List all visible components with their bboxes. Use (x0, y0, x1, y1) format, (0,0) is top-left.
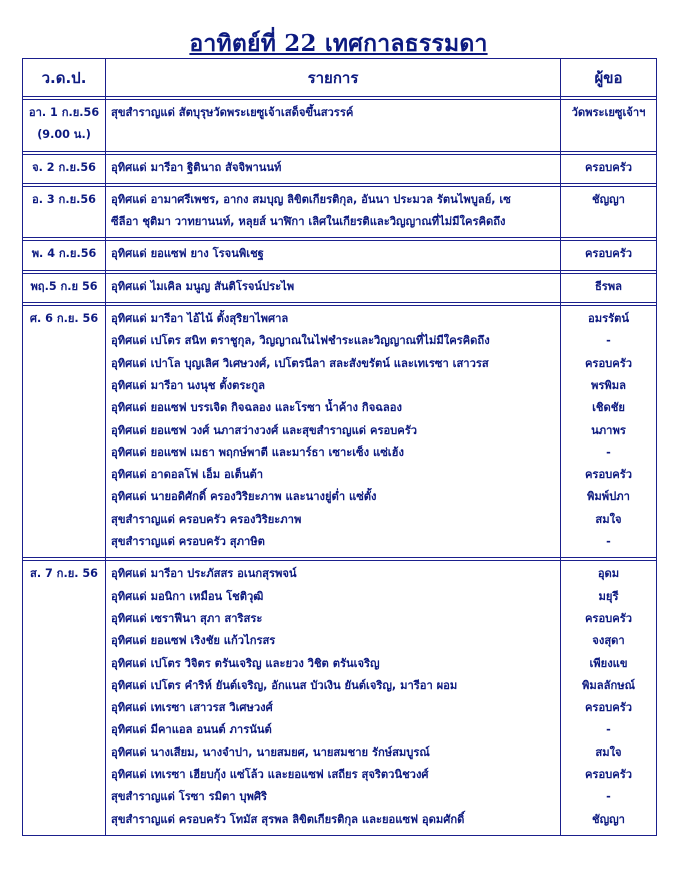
requester-cell (561, 561, 657, 836)
header-date: ว.ด.ป. (23, 59, 106, 97)
requester-text: ชัญญา (592, 812, 625, 826)
date-cell (23, 186, 106, 238)
intention-text: อุทิศแด่ ไมเคิล มนูญ สันติโรจน์ประไพ (111, 279, 295, 293)
items-cell (106, 186, 561, 238)
intention-text: อุทิศแด่ อาดอลโฟ เอ็ม อเต็นต้า (111, 468, 264, 482)
intention-text: อุทิศแด่ เซราฟีนา สุภา สาริสระ (111, 611, 263, 625)
intention-text: อุทิศแด่ มอนิกา เหมือน โชติวุฒิ (111, 589, 264, 603)
intention-text: ซีลีอา ชุติมา วาทยานนท์, หลุยส์ นาฬิกา เลิศในเกียรติและวิญญาณที่ไม่มีใครคิดถึง (111, 215, 506, 229)
requester-text: - (606, 723, 611, 737)
date-cell (23, 241, 106, 270)
date-text: จ. 2 ก.ย.56 (32, 160, 96, 174)
table-row (23, 186, 657, 238)
requester-text: เชิดชัย (592, 401, 625, 415)
intention-text: อุทิศแด่ เทเรซา เฮียบกุ้ง แซ่โล้ว และยอแซฟ เสถียร สุจริตวนิชวงศ์ (111, 768, 429, 782)
requester-text: มยุรี (598, 589, 619, 603)
table-header-row (23, 59, 657, 97)
intention-text: อุทิศแด่ ยอแซฟ เริงชัย แก้วไกรสร (111, 634, 276, 648)
requester-text: ชัญญา (592, 192, 625, 206)
table-row (23, 561, 657, 836)
table-row (23, 100, 657, 152)
requester-text: พรพิมล (591, 378, 626, 392)
requester-text: ครอบครัว (584, 468, 633, 482)
requester-cell (561, 154, 657, 183)
requester-text: - (606, 535, 611, 549)
requester-text: สมใจ (595, 512, 622, 526)
requester-text: เพียงแข (589, 656, 628, 670)
intention-text: สุขสำราญแด่ ครอบครัว สุภาษิต (111, 535, 265, 549)
items-cell (106, 241, 561, 270)
date-cell (23, 306, 106, 558)
intention-text: อุทิศแด่ มารีอา ประภัสสร อเนกสุรพจน์ (111, 567, 297, 581)
table-row (23, 154, 657, 183)
date-cell (23, 154, 106, 183)
intention-text: สุขสำราญแด่ ครอบครัว ครองวิริยะภาพ (111, 512, 302, 526)
requester-text: จงสุดา (592, 634, 625, 648)
intention-text: อุทิศแด่ ยอแซฟ ยาง โรจนพิเชฐ (111, 247, 264, 261)
table-row (23, 241, 657, 270)
requester-cell (561, 306, 657, 558)
header-items: รายการ (106, 59, 561, 97)
requester-text: นภาพร (591, 423, 626, 437)
items-cell (106, 561, 561, 836)
intention-text: อุทิศแด่ เทเรซา เสาวรส วิเศษวงศ์ (111, 701, 273, 715)
intention-text: อุทิศแด่ มีคาแอล อนนต์ ภารนันต์ (111, 723, 272, 737)
requester-text: อุดม (597, 567, 620, 581)
requester-text: พิมพ์ปภา (587, 490, 630, 504)
requester-text: ครอบครัว (584, 160, 633, 174)
items-cell (106, 100, 561, 152)
intention-text: อุทิศแด่ ยอแซฟ บรรเจิด กิจฉลอง และโรซา น้ำค้าง กิจฉลอง (111, 401, 402, 415)
date-cell (23, 100, 106, 152)
table-body (23, 97, 657, 836)
intention-text: อุทิศแด่ อามาศรีเพชร, อากง สมบุญ ลิขิตเกียรติกุล, อันนา ประมวล รัตนไพบูลย์, เซ (111, 192, 511, 206)
requester-text: วัดพระเยซูเจ้าฯ (571, 106, 646, 119)
requester-text: ครอบครัว (584, 247, 633, 261)
intention-text: สุขสำราญแด่ ครอบครัว โทมัส สุรพล ลิขิตเกียรติกุล และยอแซฟ อุดมศักดิ์ (111, 812, 465, 826)
requester-text: ครอบครัว (584, 701, 633, 715)
date-cell (23, 273, 106, 302)
intention-text: สุขสำราญแด่ สัตบุรุษวัดพระเยซูเจ้าเสด็จขึ้นสวรรค์ (111, 106, 354, 119)
intention-text: อุทิศแด่ มารีอา ฐิตินาถ สัจจิพานนท์ (111, 160, 282, 174)
requester-text: ครอบครัว (584, 611, 633, 625)
intention-text: อุทิศแด่ มารีอา ไอ้ไน้ ตั้งสุริยาไพศาล (111, 312, 289, 326)
page-title: อาทิตย์ที่ 22 เทศกาลธรรมดา (189, 30, 488, 57)
requester-cell (561, 100, 657, 152)
intention-text: อุทิศแด่ มารีอา นงนุช ตั้งตระกูล (111, 378, 266, 392)
date-text: ศ. 6 ก.ย. 56 (29, 312, 99, 326)
requester-cell (561, 241, 657, 270)
date-text: พ. 4 ก.ย.56 (31, 247, 97, 261)
requester-text: - (606, 790, 611, 804)
table-row (23, 273, 657, 302)
intention-text: อุทิศแด่ ยอแซฟ เมธา พฤกษ์พาตี และมาร์ธา เซาะเซ็ง แซ่เฮ้ง (111, 445, 404, 459)
intention-text: อุทิศแด่ นายอดิศักดิ์ ครองวิริยะภาพ และนางยู่ต่ำ แซ่ตั้ง (111, 490, 377, 504)
intention-text: อุทิศแด่ เปโตร วิจิตร ตรันเจริญ และยวง วิชิต ตรันเจริญ (111, 656, 380, 670)
requester-text: ครอบครัว (584, 768, 633, 782)
date-text: อา. 1 ก.ย.56 (28, 106, 100, 119)
date-cell (23, 561, 106, 836)
date-text: พฤ.5 ก.ย 56 (30, 279, 98, 293)
intention-text: สุขสำราญแด่ โรซา รมิตา บุพศิริ (111, 790, 267, 804)
table-row (23, 306, 657, 558)
header-by: ผู้ขอ (561, 59, 657, 97)
date-text: (9.00 น.) (37, 128, 91, 142)
requester-text: ธีรพล (594, 279, 623, 293)
items-cell (106, 273, 561, 302)
date-text: ส. 7 ก.ย. 56 (30, 567, 98, 581)
requester-text: ครอบครัว (584, 356, 633, 370)
intention-text: อุทิศแด่ ยอแซฟ วงศ์ นภาสว่างวงศ์ และสุขสำราญแด่ ครอบครัว (111, 423, 418, 437)
requester-text: พิมลลักษณ์ (582, 678, 635, 692)
intention-text: อุทิศแด่ เปาโล บุญเลิศ วิเศษวงศ์, เปโตรนีลา สละสังขรัตน์ และเทเรซา เสาวรส (111, 356, 489, 370)
requester-text: สมใจ (595, 745, 622, 759)
requester-text: - (606, 334, 611, 348)
intention-text: อุทิศแด่ นางเสียม, นางจำปา, นายสมยศ, นายสมชาย รักษ์สมบูรณ์ (111, 745, 430, 759)
items-cell (106, 306, 561, 558)
date-text: อ. 3 ก.ย.56 (32, 192, 96, 206)
requester-text: - (606, 445, 611, 459)
intention-text: อุทิศแด่ เปโตร คำริห์ ยันต์เจริญ, อักแนส บัวเงิน ยันต์เจริญ, มารีอา ผอม (111, 678, 458, 692)
intention-text: อุทิศแด่ เปโตร สนิท ตราชูกุล, วิญญาณในไฟชำระและวิญญาณที่ไม่มีใครคิดถึง (111, 334, 490, 348)
requester-text: อมรรัตน์ (587, 312, 630, 326)
intention-table (22, 58, 657, 836)
requester-cell (561, 186, 657, 238)
requester-cell (561, 273, 657, 302)
items-cell (106, 154, 561, 183)
